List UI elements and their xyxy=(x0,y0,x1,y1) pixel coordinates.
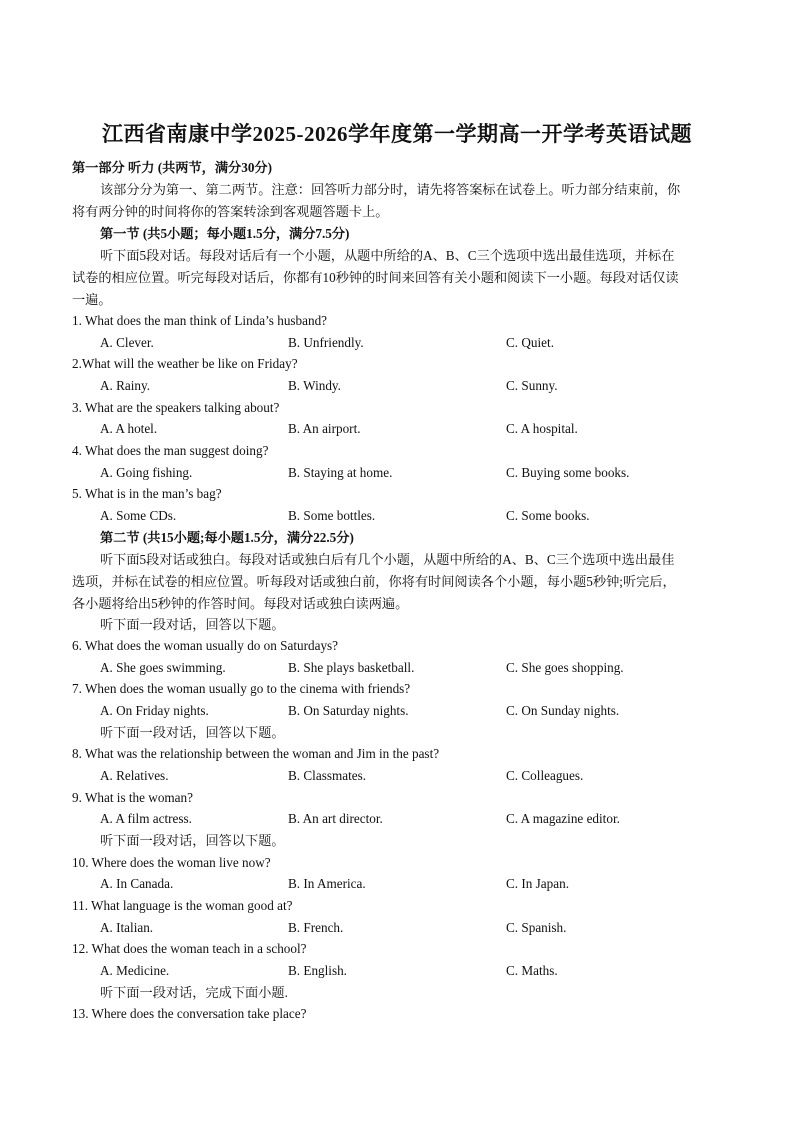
question-text: 10. Where does the woman live now? xyxy=(72,855,271,870)
part1-intro-line: 该部分分为第一、第二两节。注意：回答听力部分时，请先将答案标在试卷上。听力部分结束前，你 xyxy=(100,182,681,197)
exam-title: 江西省南康中学2025-2026学年度第一学期高一开学考英语试题 xyxy=(102,122,692,146)
dialogue-note: 听下面一段对话，回答以下题。 xyxy=(100,833,285,848)
option-c: C. A hospital. xyxy=(506,421,578,436)
option-c: C. Sunny. xyxy=(506,378,558,393)
option-b: B. Windy. xyxy=(288,378,341,393)
option-b: B. Staying at home. xyxy=(288,465,393,480)
option-b: B. Unfriendly. xyxy=(288,335,364,350)
dialogue-note: 听下面一段对话，回答以下题。 xyxy=(100,617,285,632)
section2-instruction-line: 选项，并标在试卷的相应位置。听每段对话或独白前，你将有时间阅读各个小题，每小题5秒钟;听完后， xyxy=(72,574,676,589)
question-text: 6. What does the woman usually do on Saturdays? xyxy=(72,638,339,653)
option-c: C. In Japan. xyxy=(506,876,569,891)
option-b: B. French. xyxy=(288,920,344,935)
option-a: A. Medicine. xyxy=(100,963,170,978)
option-a: A. In Canada. xyxy=(100,876,174,891)
option-b: B. Some bottles. xyxy=(288,508,376,523)
option-c: C. Some books. xyxy=(506,508,590,523)
option-b: B. She plays basketball. xyxy=(288,660,415,675)
option-b: B. An airport. xyxy=(288,421,361,436)
question-text: 11. What language is the woman good at? xyxy=(72,898,293,913)
option-b: B. On Saturday nights. xyxy=(288,703,409,718)
question-text: 7. When does the woman usually go to the cinema with friends? xyxy=(72,681,411,696)
option-a: A. Going fishing. xyxy=(100,465,193,480)
section2-instruction-line: 各小题将给出5秒钟的作答时间。每段对话或独白读两遍。 xyxy=(72,596,409,611)
option-a: A. A hotel. xyxy=(100,421,158,436)
part1-heading: 第一部分 听力 (共两节，满分30分) xyxy=(72,160,273,175)
option-b: B. In America. xyxy=(288,876,366,891)
option-c: C. Quiet. xyxy=(506,335,554,350)
option-a: A. She goes swimming. xyxy=(100,660,226,675)
option-c: C. On Sunday nights. xyxy=(506,703,620,718)
question-text: 3. What are the speakers talking about? xyxy=(72,400,280,415)
dialogue-note: 听下面一段对话，回答以下题。 xyxy=(100,725,285,740)
option-c: C. Colleagues. xyxy=(506,768,584,783)
part1-intro-line: 将有两分钟的时间将你的答案转涂到客观题答题卡上。 xyxy=(72,204,389,219)
option-b: B. English. xyxy=(288,963,347,978)
question-text: 9. What is the woman? xyxy=(72,790,193,805)
option-a: A. Clever. xyxy=(100,335,154,350)
question-text: 8. What was the relationship between the woman and Jim in the past? xyxy=(72,746,440,761)
option-b: B. Classmates. xyxy=(288,768,367,783)
option-a: A. Italian. xyxy=(100,920,154,935)
option-a: A. Rainy. xyxy=(100,378,151,393)
option-c: C. Maths. xyxy=(506,963,558,978)
option-c: C. A magazine editor. xyxy=(506,811,620,826)
option-b: B. An art director. xyxy=(288,811,383,826)
question-text: 5. What is in the man’s bag? xyxy=(72,486,222,501)
option-c: C. Buying some books. xyxy=(506,465,630,480)
question-text: 2.What will the weather be like on Friday? xyxy=(72,356,298,371)
option-c: C. She goes shopping. xyxy=(506,660,624,675)
section1-heading: 第一节 (共5小题；每小题1.5分，满分7.5分) xyxy=(100,226,350,241)
section1-instruction-line: 一遍。 xyxy=(72,292,112,307)
section1-instruction-line: 试卷的相应位置。听完每段对话后，你都有10秒钟的时间来回答有关小题和阅读下一小题。每段对话仅读 xyxy=(72,270,679,285)
option-a: A. A film actress. xyxy=(100,811,192,826)
section1-instruction-line: 听下面5段对话。每段对话后有一个小题，从题中所给的A、B、C三个选项中选出最佳选项，并标在 xyxy=(100,248,675,263)
option-a: A. Relatives. xyxy=(100,768,169,783)
option-a: A. Some CDs. xyxy=(100,508,177,523)
question-text: 13. Where does the conversation take place? xyxy=(72,1006,307,1021)
question-text: 1. What does the man think of Linda’s husband? xyxy=(72,313,328,328)
section2-instruction-line: 听下面5段对话或独白。每段对话或独白后有几个小题，从题中所给的A、B、C三个选项中选出最佳 xyxy=(100,552,675,567)
option-c: C. Spanish. xyxy=(506,920,567,935)
option-a: A. On Friday nights. xyxy=(100,703,209,718)
question-text: 4. What does the man suggest doing? xyxy=(72,443,269,458)
question-text: 12. What does the woman teach in a school? xyxy=(72,941,307,956)
dialogue-note: 听下面一段对话，完成下面小题. xyxy=(100,985,288,1000)
section2-heading: 第二节 (共15小题;每小题1.5分，满分22.5分) xyxy=(100,530,354,545)
